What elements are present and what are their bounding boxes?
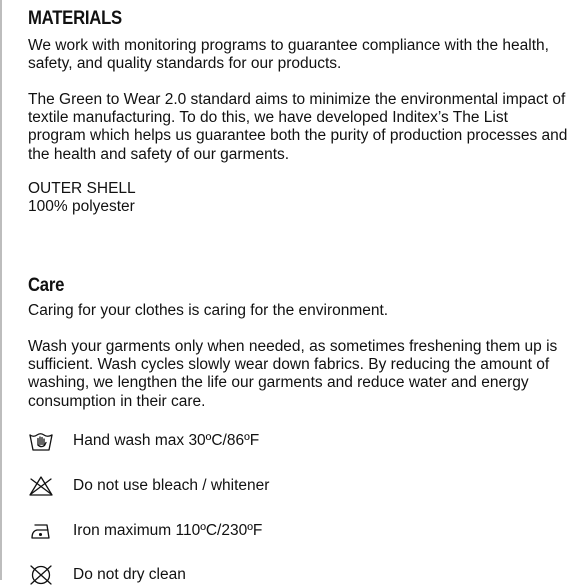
materials-paragraph-1: We work with monitoring programs to guarantee compliance with the health, safety, and quality standards for our products. <box>28 37 549 73</box>
materials-title: MATERIALS <box>28 8 122 29</box>
care-instruction-no-bleach <box>28 473 270 499</box>
hand-wash-icon <box>28 428 56 454</box>
no-dry-clean-icon <box>28 562 56 588</box>
care-instruction-iron <box>28 518 263 544</box>
care-title: Care <box>28 275 65 296</box>
iron-low-icon <box>28 518 56 544</box>
care-instruction-label: Hand wash max 30ºC/86ºF <box>73 432 260 449</box>
care-instruction-hand-wash <box>28 428 260 454</box>
composition-part: OUTER SHELL <box>28 180 136 197</box>
no-bleach-icon <box>28 473 56 499</box>
care-instruction-label: Do not use bleach / whitener <box>73 477 270 494</box>
care-instruction-no-dry-clean <box>28 562 186 588</box>
care-paragraph-1: Caring for your clothes is caring for the environment. <box>28 302 389 319</box>
care-instruction-label: Iron maximum 110ºC/230ºF <box>73 522 263 539</box>
care-instruction-label: Do not dry clean <box>73 566 186 583</box>
materials-paragraph-2: The Green to Wear 2.0 standard aims to minimize the environmental impact of textile manufacturing. To do this, we have developed Inditex’s The List program which helps us guarantee both the purity of production processes and the health and safety of our garments. <box>28 91 568 163</box>
composition-value: 100% polyester <box>28 198 135 215</box>
care-paragraph-2: Wash your garments only when needed, as sometimes freshening them up is sufficient. Wash cycles slowly wear down fabrics. By reducing the amount of washing, we lengthen the life our garments and reduce water and energy consumption in their care. <box>28 338 558 410</box>
left-border <box>0 0 2 580</box>
